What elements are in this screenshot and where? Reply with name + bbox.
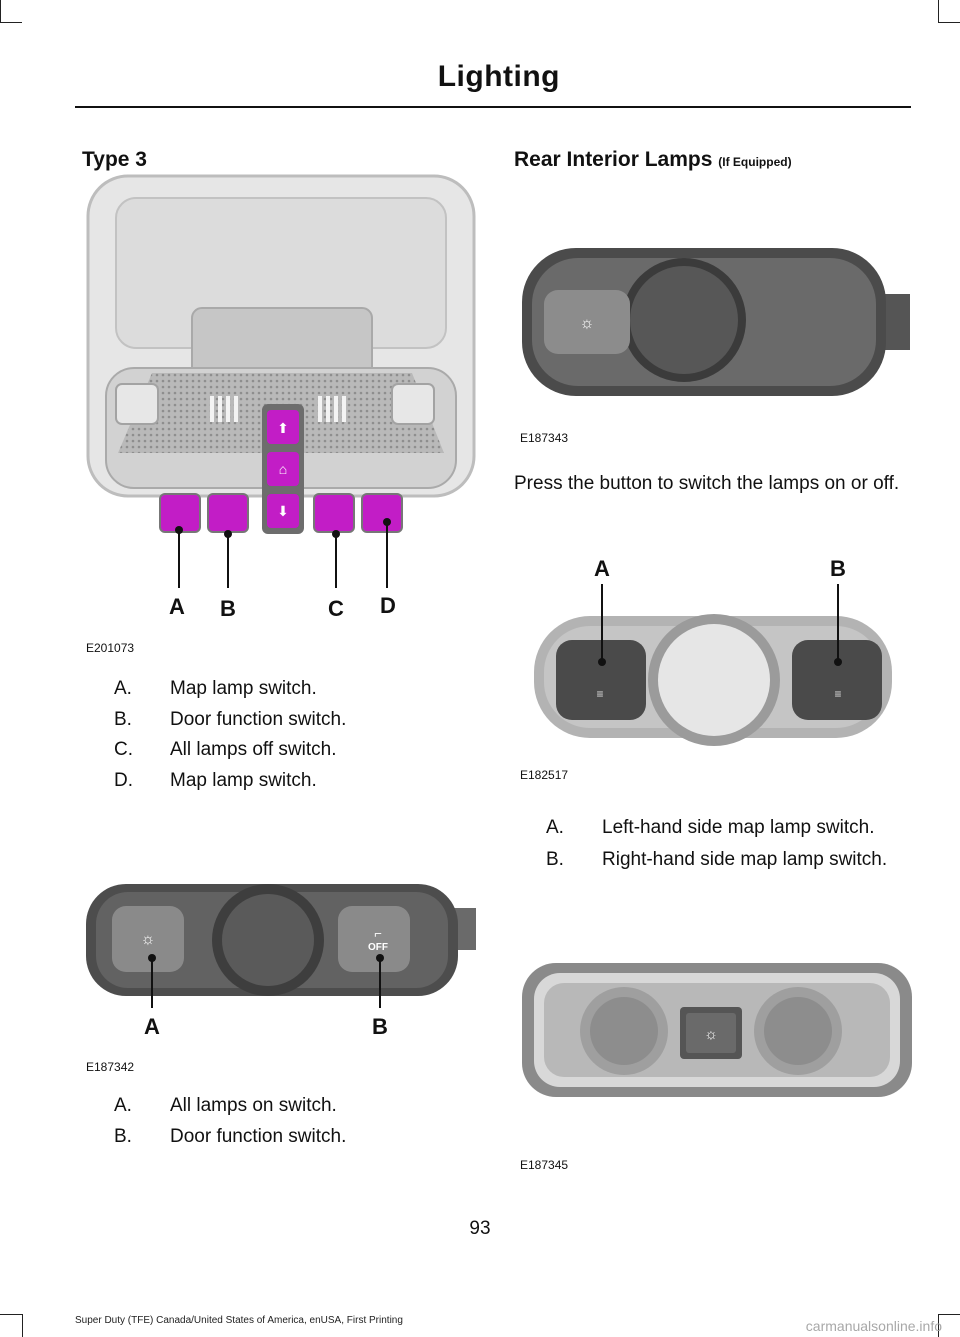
crop-mark	[938, 1314, 960, 1315]
list-item: A. All lamps on switch.	[114, 1095, 337, 1116]
page-number: 93	[469, 1218, 491, 1239]
svg-text:☼: ☼	[579, 315, 595, 332]
crop-mark	[938, 0, 939, 22]
list-item: B. Door function switch.	[114, 708, 347, 730]
header-title: Lighting	[437, 60, 560, 93]
callout-b: B	[220, 596, 236, 621]
list-item: B. Right-hand side map lamp switch.	[546, 848, 888, 870]
callout-a: A	[144, 1014, 160, 1039]
callout-b: B	[830, 556, 846, 581]
figure-code: E182517	[520, 768, 569, 782]
svg-text:≡: ≡	[834, 687, 842, 701]
list-item: A. Map lamp switch.	[114, 678, 317, 699]
figure-code: E187345	[520, 1158, 569, 1172]
figure-code: E187343	[520, 431, 569, 445]
crop-mark	[0, 0, 1, 22]
overhead-console-figure	[82, 168, 480, 628]
legend-list-1	[114, 674, 444, 796]
callout-a: A	[594, 556, 610, 581]
list-item: C. All lamps off switch.	[114, 739, 337, 760]
crop-mark	[938, 22, 960, 23]
crop-mark	[0, 1314, 22, 1315]
svg-text:☼: ☼	[140, 931, 156, 948]
crop-mark	[0, 22, 22, 23]
rear-lamp-center-button-figure	[514, 955, 912, 1105]
section-title-rear-lamps: Rear Interior Lamps (If Equipped)	[514, 148, 792, 171]
figure-code: E187342	[86, 1060, 135, 1074]
rear-lamp-single-figure	[514, 238, 912, 408]
dome-lamp-panel-figure	[82, 876, 480, 1046]
legend-list-3	[546, 813, 906, 871]
watermark-text: carmanualsonline.info	[805, 1318, 942, 1334]
instruction-paragraph: Press the button to switch the lamps on or off.	[514, 473, 900, 494]
list-item: B. Door function switch.	[114, 1125, 347, 1147]
svg-text:⌂: ⌂	[278, 461, 288, 477]
off-label: OFF	[368, 942, 388, 953]
svg-text:⬇: ⬇	[277, 503, 289, 519]
header-rule	[75, 106, 911, 108]
callout-b: B	[372, 1014, 388, 1039]
svg-text:≡: ≡	[596, 687, 604, 701]
section-qualifier: (If Equipped)	[718, 155, 792, 169]
page-footer: Super Duty (TFE) Canada/United States of America, enUSA, First Printing	[75, 1315, 403, 1326]
list-item: D. Map lamp switch.	[114, 769, 317, 791]
legend-list-2	[114, 1091, 444, 1152]
list-item: A. Left-hand side map lamp switch.	[546, 817, 875, 838]
svg-text:☼: ☼	[704, 1026, 718, 1043]
page-header	[0, 60, 912, 94]
callout-c: C	[328, 596, 344, 621]
crop-mark	[22, 1314, 23, 1337]
rear-lamp-dual-figure	[514, 550, 912, 750]
section-title-type3: Type 3	[82, 148, 147, 171]
callout-d: D	[380, 593, 396, 618]
figure-code: E201073	[86, 641, 135, 655]
callout-a: A	[169, 594, 185, 619]
svg-text:⬆: ⬆	[277, 420, 289, 436]
svg-text:⌐: ⌐	[374, 926, 382, 941]
